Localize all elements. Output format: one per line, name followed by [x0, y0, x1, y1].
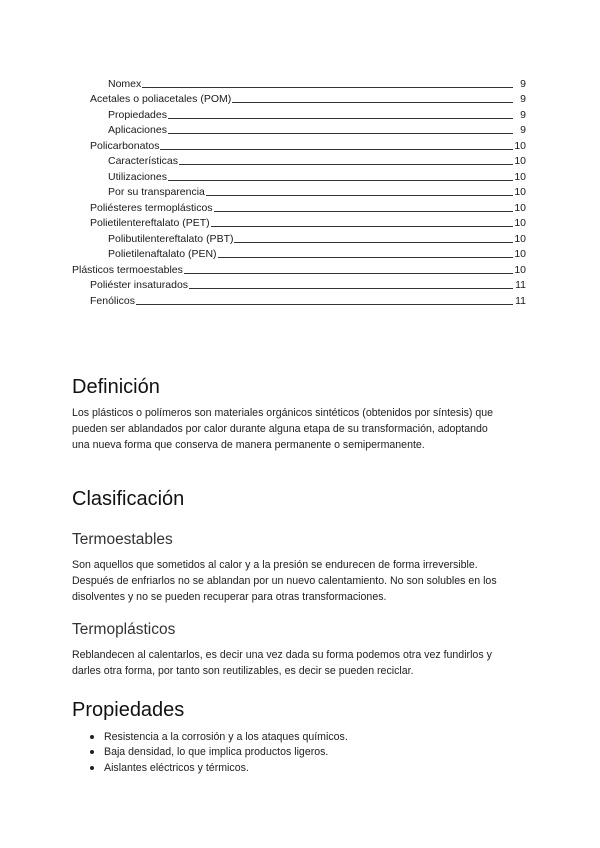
toc-entry-label[interactable]: Polietilentereftalato (PET) [90, 217, 210, 229]
toc-entry[interactable] [72, 152, 526, 168]
subheading-termoplasticos: Termoplásticos [72, 621, 176, 638]
toc-entry[interactable] [72, 167, 526, 183]
paragraph-line: una nueva forma que conserva de manera permanente o semipermanente. [72, 439, 425, 451]
toc-entry-label[interactable]: Propiedades [108, 108, 167, 121]
toc-entry[interactable] [72, 74, 526, 90]
toc-entry-page-number[interactable]: 10 [514, 263, 526, 276]
paragraph-line: Son aquellos que sometidos al calor y a la presión se endurecen de forma irreversible. [72, 559, 478, 571]
toc-entry-page-number[interactable]: 11 [515, 294, 526, 307]
paragraph-line: Reblandecen al calentarlos, es decir una vez dada su forma podemos otra vez fundirlos y [72, 649, 492, 661]
propiedades-list [90, 729, 348, 776]
paragraph-line: pueden ser ablandados por calor durante alguna etapa de su transformación, adoptando [72, 423, 488, 435]
toc-entry-page-number[interactable]: 10 [514, 248, 526, 260]
paragraph-line: disolventes y no se pueden recuperar para otras transformaciones. [72, 591, 387, 603]
toc-leader-line [179, 164, 513, 165]
list-item [90, 745, 348, 761]
toc-entry[interactable] [72, 276, 526, 292]
toc-entry-label[interactable]: Policarbonatos [90, 139, 160, 152]
toc-entry-page-number[interactable]: 11 [515, 279, 526, 291]
toc-leader-line [168, 133, 513, 134]
toc-entry[interactable] [72, 90, 526, 106]
toc-entry[interactable] [72, 291, 526, 307]
toc-entry-page-number[interactable]: 9 [520, 77, 526, 90]
toc-entry[interactable] [72, 229, 526, 245]
toc-leader-line [168, 180, 513, 181]
paragraph-line: Los plásticos o polímeros son materiales orgánicos sintéticos (obtenidos por síntesis) que [72, 407, 494, 419]
toc-leader-line [211, 226, 513, 227]
toc-entry-page-number[interactable]: 10 [514, 170, 526, 183]
toc-leader-line [232, 102, 513, 103]
paragraph-termoestables [72, 557, 528, 605]
toc-entry-label[interactable]: Poliéster insaturados [90, 279, 189, 291]
toc-leader-line [136, 304, 513, 305]
paragraph-definicion [72, 405, 528, 453]
toc-entry-label[interactable]: Plásticos termoestables [72, 263, 183, 276]
table-of-contents [72, 74, 526, 307]
heading-clasificacion: Clasificación [72, 488, 185, 510]
toc-entry[interactable] [72, 136, 526, 152]
toc-entry-page-number[interactable]: 9 [520, 124, 526, 136]
list-item-text: Aislantes eléctricos y térmicos. [104, 761, 249, 774]
list-item [90, 729, 348, 745]
subheading-termoestables: Termoestables [72, 531, 173, 548]
toc-entry-label[interactable]: Poliésteres termoplásticos [90, 201, 213, 214]
list-item [90, 760, 348, 776]
toc-leader-line [189, 288, 513, 289]
toc-entry-label[interactable]: Polibutilentereftalato (PBT) [108, 232, 234, 245]
toc-entry-label[interactable]: Fenólicos [90, 294, 135, 307]
toc-entry-label[interactable]: Características [108, 155, 179, 167]
paragraph-termoplasticos [72, 647, 528, 679]
paragraph-line: darles otra forma, por tanto son reutilizables, es decir se pueden reciclar. [72, 665, 414, 677]
toc-leader-line [214, 211, 513, 212]
list-item-text: Resistencia a la corrosión y a los ataques químicos. [104, 730, 348, 743]
toc-entry-label[interactable]: Nomex [108, 77, 142, 90]
toc-entry[interactable] [72, 183, 526, 199]
toc-entry[interactable] [72, 245, 526, 261]
toc-leader-line [218, 257, 513, 258]
toc-leader-line [234, 242, 513, 243]
toc-entry-page-number[interactable]: 10 [514, 139, 526, 152]
paragraph-line: Después de enfriarlos no se ablandan por un nuevo calentamiento. No son solubles en los [72, 575, 497, 587]
toc-entry-page-number[interactable]: 10 [514, 155, 526, 167]
toc-entry-label[interactable]: Utilizaciones [108, 170, 167, 183]
heading-definicion: Definición [72, 376, 160, 398]
toc-leader-line [160, 149, 513, 150]
toc-entry-page-number[interactable]: 9 [520, 108, 526, 121]
toc-entry[interactable] [72, 121, 526, 137]
toc-entry-page-number[interactable]: 10 [514, 201, 526, 214]
toc-entry-label[interactable]: Acetales o poliacetales (POM) [90, 93, 232, 105]
toc-entry-page-number[interactable]: 10 [514, 217, 526, 229]
toc-leader-line [142, 87, 513, 88]
bullet-icon [90, 750, 94, 754]
toc-entry-label[interactable]: Polietilenaftalato (PEN) [108, 248, 217, 260]
toc-entry[interactable] [72, 260, 526, 276]
toc-entry[interactable] [72, 198, 526, 214]
toc-leader-line [168, 118, 513, 119]
toc-leader-line [184, 273, 513, 274]
list-item-text: Baja densidad, lo que implica productos ligeros. [104, 746, 329, 759]
toc-entry-page-number[interactable]: 9 [520, 93, 526, 105]
toc-entry-page-number[interactable]: 10 [514, 232, 526, 245]
toc-entry-page-number[interactable]: 10 [514, 186, 526, 198]
toc-entry-label[interactable]: Aplicaciones [108, 124, 167, 136]
toc-entry[interactable] [72, 105, 526, 121]
heading-propiedades: Propiedades [72, 699, 185, 721]
toc-leader-line [206, 195, 513, 196]
bullet-icon [90, 766, 94, 770]
toc-entry-label[interactable]: Por su transparencia [108, 186, 205, 198]
toc-entry[interactable] [72, 214, 526, 230]
bullet-icon [90, 735, 94, 739]
